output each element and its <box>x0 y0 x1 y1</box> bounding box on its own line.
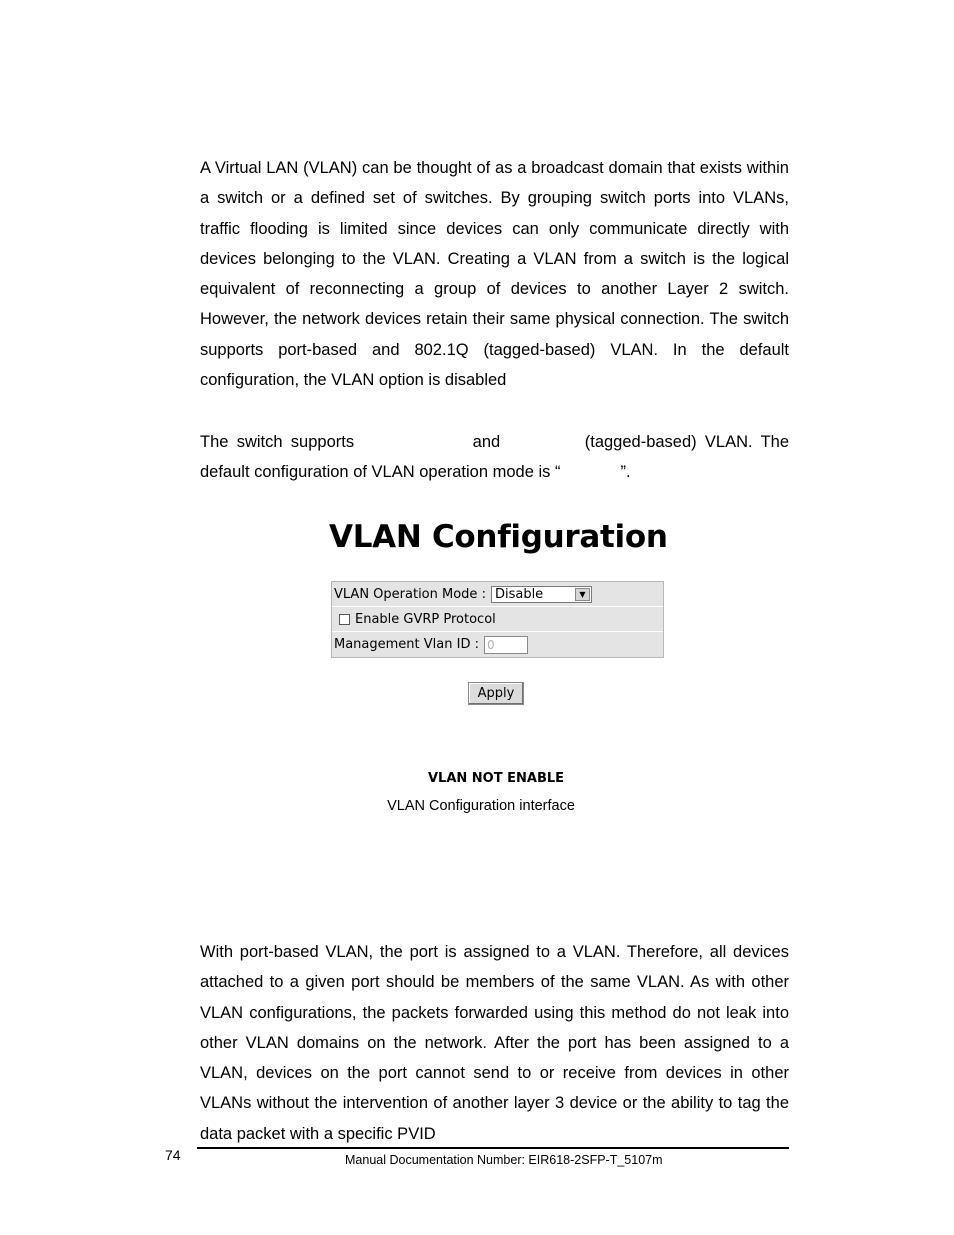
mgmt-vlan-input[interactable]: 0 <box>484 636 528 654</box>
dropdown-arrow-icon[interactable]: ▼ <box>575 588 590 601</box>
doc-number: Manual Documentation Number: EIR618-2SFP-T_5107m <box>345 1153 663 1167</box>
operation-mode-row <box>332 582 663 607</box>
modes-text-1: The switch supports <box>200 433 355 451</box>
intro-paragraph: A Virtual LAN (VLAN) can be thought of as a broadcast domain that exists within a switch or a defined set of switches. By grouping switch ports into VLANs, traffic flooding is limited since devices can only communicate directly with devices belonging to the VLAN. Creating a VLAN from a switch is the logical equivalent of reconnecting a group of devices to another Layer 2 switch. However, the network devices retain their same physical connection. The switch supports port-based and 802.1Q (tagged-based) VLAN. In the default configuration, the VLAN option is disabled <box>200 159 789 390</box>
operation-mode-select[interactable] <box>491 586 592 603</box>
vlan-config-form <box>331 581 664 658</box>
gvrp-label: Enable GVRP Protocol <box>355 611 496 627</box>
modes-text-4: ”. <box>620 463 631 482</box>
footer-divider <box>197 1147 789 1149</box>
gvrp-checkbox[interactable] <box>339 614 350 625</box>
port-based-paragraph: With port-based VLAN, the port is assigned to a VLAN. Therefore, all devices attached to a given port should be members of the same VLAN. As with other VLAN configurations, the packets forwarded using this method do not leak into other VLAN domains on the network. After the port has been assigned to a VLAN, devices on the port cannot send to or receive from devices in other VLANs without the intervention of another layer 3 device or the ability to tag the data packet with a specific PVID <box>200 943 789 1143</box>
figure-caption: VLAN Configuration interface <box>387 798 575 814</box>
vlan-config-title: VLAN Configuration <box>329 519 668 555</box>
modes-text-2: and <box>472 433 501 451</box>
mgmt-vlan-label: Management Vlan ID : <box>334 637 479 652</box>
page-number: 74 <box>165 1147 181 1163</box>
vlan-status-text: VLAN NOT ENABLE <box>427 771 565 786</box>
modes-text-3: (tagged-based) VLAN. The default configuration of VLAN operation mode is “ <box>200 433 790 482</box>
operation-mode-value: Disable <box>494 586 544 602</box>
apply-button[interactable]: Apply <box>468 682 524 705</box>
vlan-modes-paragraph <box>200 427 789 488</box>
operation-mode-label: VLAN Operation Mode : <box>334 586 486 602</box>
gvrp-row <box>332 607 663 632</box>
mgmt-vlan-row <box>332 632 663 657</box>
